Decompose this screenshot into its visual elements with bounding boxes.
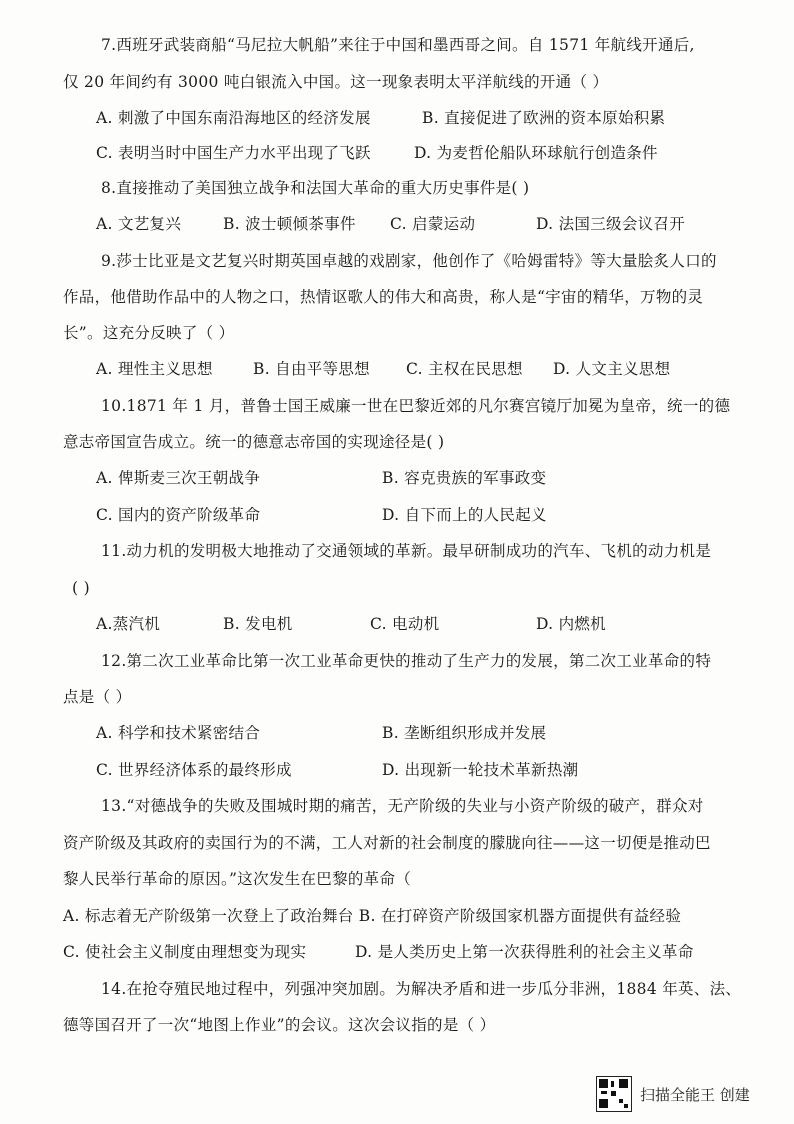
q14-stem-line1: 14.在抢夺殖民地过程中，列强冲突加剧。为解决矛盾和进一步瓜分非洲，1884 年英、法、 [101,980,742,998]
q9-option-c: C. 主权在民思想 [406,360,523,378]
q13-stem-line1: 13.“对德战争的失败及围城时期的痛苦，无产阶级的失业与小资产阶级的破产，群众对 [101,797,704,815]
q9-stem-line2: 作品，他借助作品中的人物之口，热情讴歌人的伟大和高贵，称人是“宇宙的精华，万物的灵 [63,288,704,306]
q8-stem-line1: 8.直接推动了美国独立战争和法国大革命的重大历史事件是( ) [101,179,530,197]
q8-option-d: D. 法国三级会议召开 [536,215,686,233]
q10-option-d: D. 自下而上的人民起义 [382,506,547,524]
q13-option-ab: A. 标志着无产阶级第一次登上了政治舞台 B. 在打碎资产阶级国家机器方面提供有益经验 [63,907,682,925]
q9-option-b: B. 自由平等思想 [253,360,370,378]
q12-option-a: A. 科学和技术紧密结合 [96,724,261,742]
qr-code-icon [596,1076,632,1112]
q7-option-c: C. 表明当时中国生产力水平出现了飞跃 [96,144,371,162]
q12-option-b: B. 垄断组织形成并发展 [382,724,547,742]
q13-stem-line3: 黎人民举行革命的原因。”这次发生在巴黎的革命（ [63,870,412,888]
q11-stem-line1: 11.动力机的发明极大地推动了交通领域的革新。最早研制成功的汽车、飞机的动力机是 [101,542,712,560]
q13-option-c: C. 使社会主义制度由理想变为现实 [63,943,307,961]
q9-option-a: A. 理性主义思想 [96,360,213,378]
q8-option-c: C. 启蒙运动 [390,215,476,233]
q7-stem-line2: 仅 20 年间约有 3000 吨白银流入中国。这一现象表明太平洋航线的开通（ ） [63,73,609,91]
q10-stem-line2: 意志帝国宣告成立。统一的德意志帝国的实现途径是( ) [63,433,445,451]
q7-option-d: D. 为麦哲伦船队环球航行创造条件 [414,144,658,162]
q9-option-d: D. 人文主义思想 [553,360,671,378]
q11-option-d: D. 内燃机 [536,615,607,633]
q10-option-c: C. 国内的资产阶级革命 [96,506,261,524]
q7-stem-line1: 7.西班牙武装商船“马尼拉大帆船”来往于中国和墨西哥之间。自 1571 年航线开通后, [101,36,695,54]
q13-stem-line2: 资产阶级及其政府的卖国行为的不满，工人对新的社会制度的朦胧向往——这一切便是推动巴 [63,834,711,852]
q14-stem-line2: 德等国召开了一次“地图上作业”的会议。这次会议指的是（ ） [63,1016,496,1034]
q11-stem-line2: ( ) [72,579,90,597]
q10-option-a: A. 俾斯麦三次王朝战争 [96,469,261,487]
q12-option-d: D. 出现新一轮技术革新热潮 [382,761,579,779]
q9-stem-line3: 长”。这充分反映了（ ） [63,324,235,342]
q12-stem-line1: 12.第二次工业革命比第一次工业革命更快的推动了生产力的发展，第二次工业革命的特 [101,652,712,670]
q10-stem-line1: 10.1871 年 1 月，普鲁士国王威廉一世在巴黎近郊的凡尔赛宫镜厅加冕为皇帝，统一的德 [101,397,731,415]
scanner-app-label: 扫描全能王 创建 [640,1085,750,1104]
q8-option-b: B. 波士顿倾茶事件 [223,215,356,233]
q10-option-b: B. 容克贵族的军事政变 [382,469,547,487]
q8-option-a: A. 文艺复兴 [96,215,182,233]
q12-option-c: C. 世界经济体系的最终形成 [96,761,292,779]
q12-stem-line2: 点是（ ） [63,688,132,706]
q9-stem-line1: 9.莎士比亚是文艺复兴时期英国卓越的戏剧家，他创作了《哈姆雷特》等大量脍炙人口的 [101,252,717,270]
q11-option-a: A.蒸汽机 [96,615,161,633]
q11-option-c: C. 电动机 [370,615,440,633]
q7-option-a: A. 刺激了中国东南沿海地区的经济发展 [96,109,371,127]
scanner-watermark [596,1076,750,1112]
q13-option-d: D. 是人类历史上第一次获得胜利的社会主义革命 [355,943,694,961]
q11-option-b: B. 发电机 [223,615,293,633]
q7-option-b: B. 直接促进了欧洲的资本原始积累 [422,109,666,127]
